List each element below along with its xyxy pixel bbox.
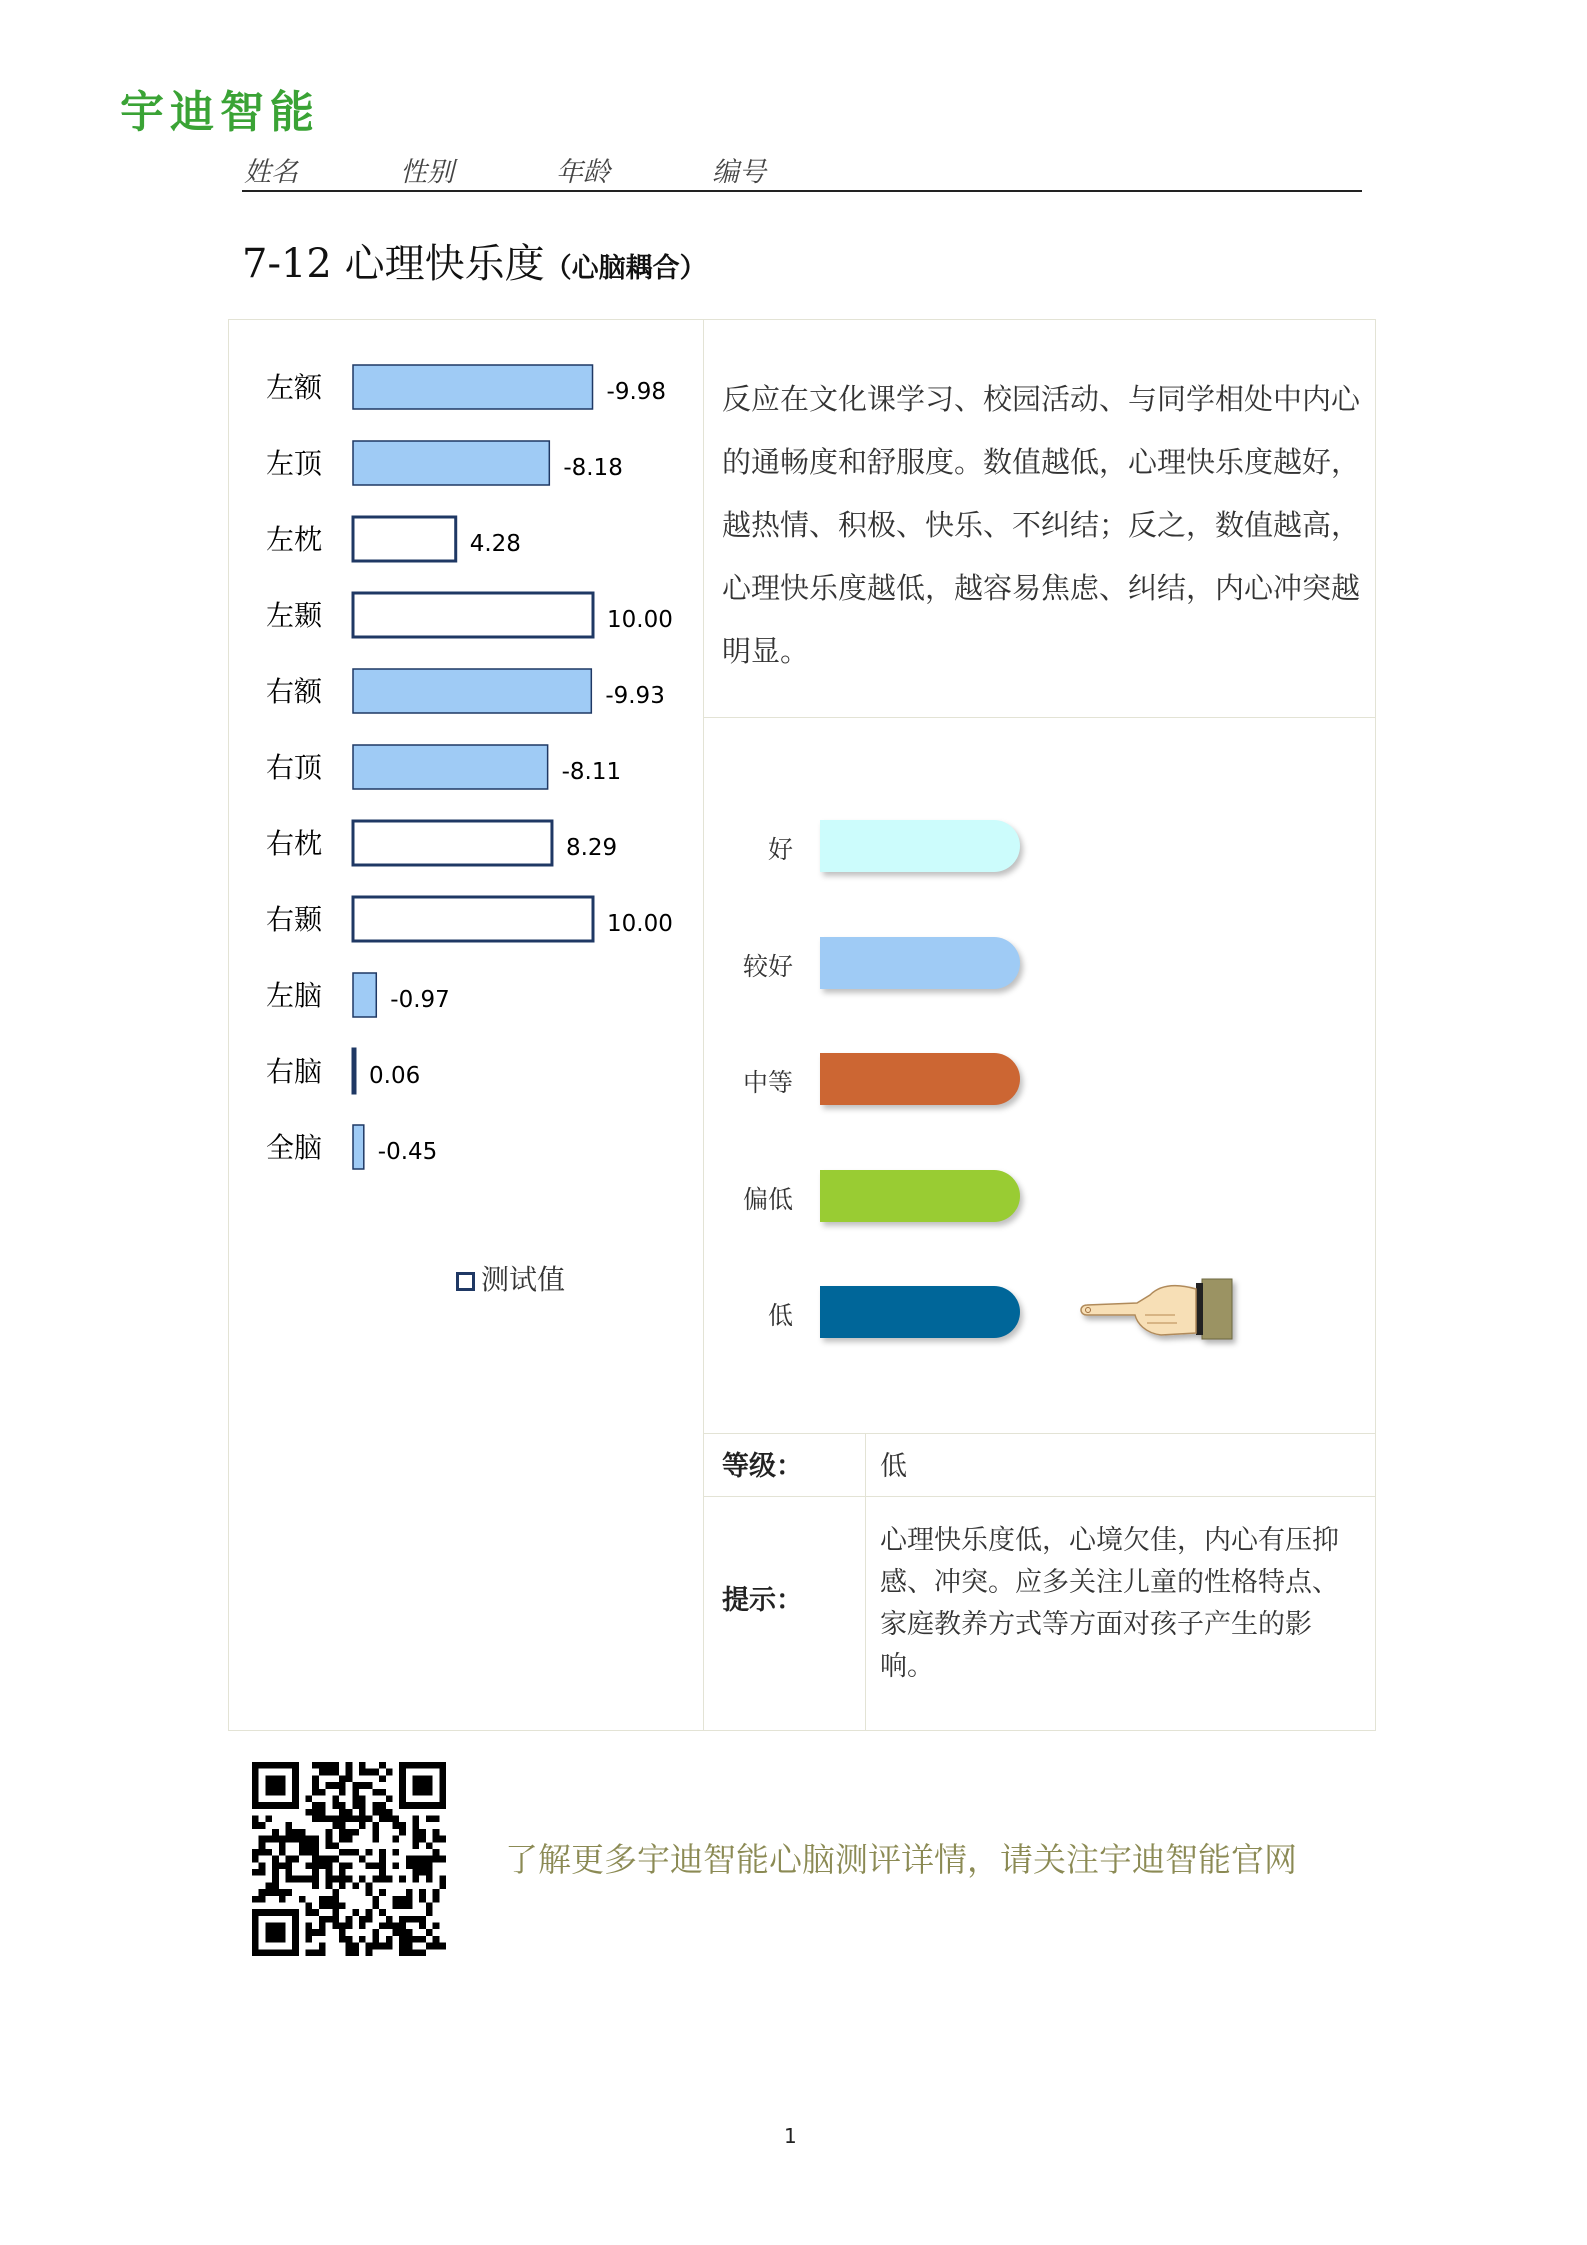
panel-divider: [865, 1433, 866, 1730]
data-label: -9.98: [606, 379, 667, 405]
category-label: 右额: [266, 675, 323, 708]
data-label: 4.28: [469, 531, 521, 557]
bar: [353, 365, 593, 409]
bar: [353, 517, 456, 561]
level-bar: [820, 1053, 1020, 1105]
bar: [353, 1125, 364, 1169]
bar-chart: [240, 350, 700, 1310]
category-label: 右颞: [266, 903, 323, 936]
data-label: -0.45: [377, 1139, 438, 1165]
bar: [353, 1049, 355, 1093]
panel-divider: [703, 1433, 1375, 1434]
hint-label: 提示：: [722, 1585, 803, 1616]
level-bar: [820, 937, 1020, 989]
qr-code: [252, 1762, 446, 1956]
bar: [353, 441, 549, 485]
bar: [353, 669, 591, 713]
hint-text: 心理快乐度低，心境欠佳，内心有压抑感、冲突。应多关注儿童的性格特点、家庭教养方式等方面对孩子产生的影响。: [880, 1525, 1339, 1682]
data-label: 10.00: [607, 911, 673, 937]
data-label: 10.00: [607, 607, 673, 633]
data-label: -0.97: [390, 987, 450, 1013]
panel-divider: [703, 717, 1375, 718]
field-age-label: 年龄: [556, 157, 610, 188]
bar: [353, 745, 548, 789]
legend-label: 测试值: [481, 1263, 566, 1296]
level-label: 低: [767, 1301, 793, 1330]
category-label: 左枕: [266, 523, 323, 556]
field-id-label: 编号: [712, 157, 766, 188]
category-label: 右枕: [266, 827, 323, 860]
bar: [353, 973, 376, 1017]
category-label: 右脑: [266, 1055, 323, 1088]
level-label: 偏低: [742, 1184, 793, 1214]
page-title: [242, 232, 707, 289]
description-text: 反应在文化课学习、校园活动、与同学相处中内心的通畅度和舒服度。数值越低，心理快乐度越好，越热情、积极、快乐、不纠结；反之，数值越高，心理快乐度越低，越容易焦虑、纠结，内心冲突越明显。: [722, 382, 1361, 668]
title-sub: （心脑耦合）: [544, 253, 707, 284]
level-label: 较好: [742, 951, 793, 981]
category-label: 右顶: [266, 751, 323, 784]
legend-swatch: [456, 1272, 475, 1291]
category-label: 左脑: [266, 979, 323, 1012]
footer-text: 了解更多宇迪智能心脑测评详情，请关注宇迪智能官网: [505, 1840, 1297, 1879]
pointing-hand-icon: [1075, 1275, 1255, 1355]
grade-label: 等级：: [722, 1451, 803, 1482]
level-bar: [820, 1170, 1020, 1222]
panel-divider: [703, 1496, 1375, 1497]
field-gender-label: 性别: [400, 157, 454, 188]
data-label: -8.18: [563, 455, 623, 481]
panel-divider: [703, 320, 704, 1730]
category-label: 全脑: [266, 1131, 323, 1164]
level-label: 中等: [742, 1068, 793, 1097]
header-fields: [242, 150, 1362, 192]
category-label: 左顶: [266, 447, 323, 480]
category-label: 左颞: [266, 599, 323, 632]
field-name-label: 姓名: [244, 157, 298, 188]
bar: [353, 897, 593, 941]
data-label: -9.93: [605, 683, 665, 709]
data-label: 8.29: [565, 835, 618, 861]
grade-value: 低: [880, 1451, 907, 1482]
bar: [353, 593, 593, 637]
level-label: 好: [767, 835, 793, 864]
title-main: 7-12 心理快乐度: [242, 241, 545, 287]
data-label: 0.06: [369, 1063, 421, 1089]
data-label: -8.11: [561, 759, 622, 785]
category-label: 左额: [266, 371, 323, 404]
bar: [353, 821, 552, 865]
brand-logo: 宇迪智能: [120, 87, 320, 138]
level-bar: [820, 1286, 1020, 1338]
chart-legend: [456, 1258, 565, 1298]
page-number: 1: [784, 2124, 797, 2148]
level-bar: [820, 820, 1020, 872]
